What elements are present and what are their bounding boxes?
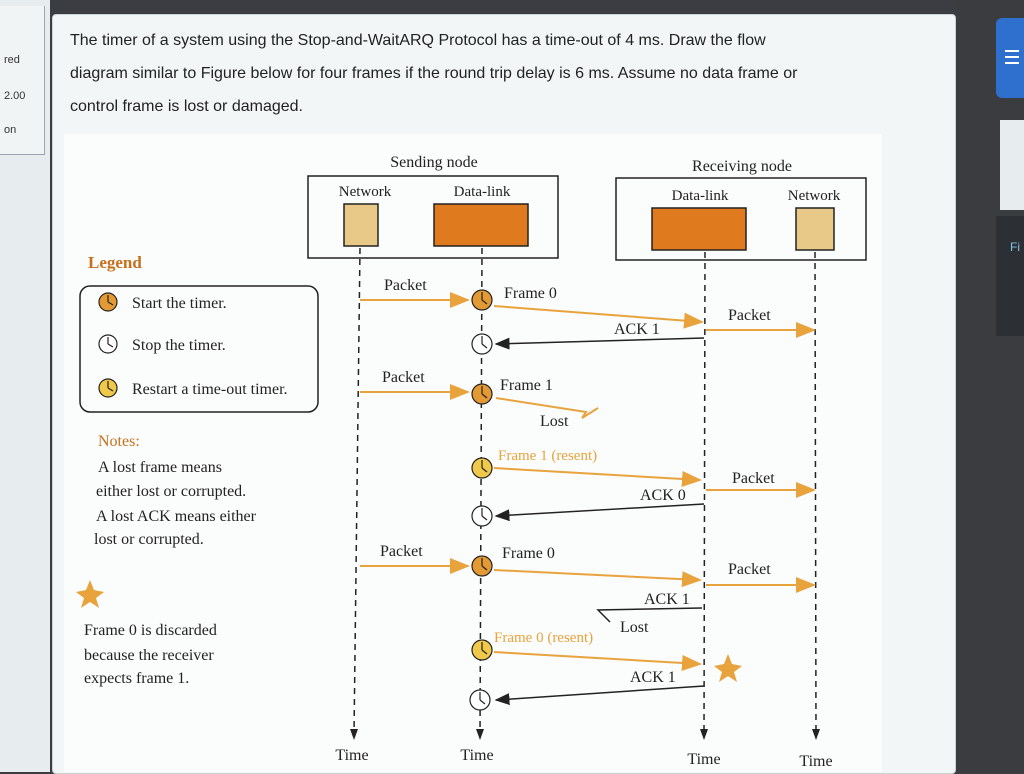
menu-icon-line xyxy=(1005,56,1019,58)
start-timer-icon xyxy=(472,556,492,576)
frame-label-3: Frame 1 (resent) xyxy=(498,448,598,464)
frame-arrow-1 xyxy=(494,306,702,322)
question-line-2: diagram similar to Figure below for four frames if the round trip delay is 6 ms. Assume no data frame or xyxy=(70,65,798,82)
sender-network-timeline xyxy=(354,248,360,734)
packet-label-2: Packet xyxy=(728,307,771,324)
sender-network-label: Network xyxy=(338,184,392,200)
restart-timer-icon xyxy=(472,640,492,660)
ack-arrow-1 xyxy=(496,338,704,344)
frame-arrow-3 xyxy=(494,468,700,480)
legend-restart-timer-icon xyxy=(99,379,117,397)
start-timer-icon xyxy=(472,384,492,404)
frame-label-2: Frame 1 xyxy=(500,377,553,394)
question-line-1: The timer of a system using the Stop-and-WaitARQ Protocol has a time-out of 4 ms. Draw the flow xyxy=(70,32,766,49)
discard-note-line-3: expects frame 1. xyxy=(84,670,190,687)
sender-datalink-label: Data-link xyxy=(453,184,511,200)
frame-arrow-5 xyxy=(494,652,700,664)
sender-datalink-timeline xyxy=(480,248,482,734)
left-panel-text-2: 2.00 xyxy=(4,90,26,102)
menu-icon xyxy=(1005,50,1019,52)
time-label-3: Time xyxy=(687,751,721,768)
menu-icon-line xyxy=(1005,62,1019,64)
receiver-datalink-layer xyxy=(652,208,746,250)
ack-label-1: ACK 1 xyxy=(614,321,660,338)
legend-stop-timer-icon xyxy=(99,335,117,353)
notes-line-1: A lost frame means xyxy=(98,459,222,476)
stop-timer-icon xyxy=(470,690,490,710)
lost-ack-arrow xyxy=(598,608,702,622)
menu-button[interactable] xyxy=(996,18,1024,98)
time-label-2: Time xyxy=(460,747,494,764)
timeline-arrow-1 xyxy=(350,729,358,740)
time-label-4: Time xyxy=(799,753,833,770)
sender-datalink-layer xyxy=(434,204,528,246)
flow-diagram-figure xyxy=(64,134,882,772)
lost-label-2: Lost xyxy=(620,619,649,636)
discard-note-line-1: Frame 0 is discarded xyxy=(84,622,217,639)
frame-arrow-4 xyxy=(494,570,700,580)
start-timer-icon xyxy=(472,290,492,310)
packet-label-5: Packet xyxy=(380,543,423,560)
receiver-network-layer xyxy=(796,208,834,250)
side-panel xyxy=(1000,120,1024,210)
ack-label-2: ACK 0 xyxy=(640,487,686,504)
receiving-node-label: Receiving node xyxy=(692,158,792,175)
left-panel-text-1: red xyxy=(4,54,20,66)
packet-label-6: Packet xyxy=(728,561,771,578)
sending-node-label: Sending node xyxy=(390,154,478,171)
frame-label-5: Frame 0 (resent) xyxy=(494,630,594,646)
ack-label-3: ACK 1 xyxy=(644,591,690,608)
legend-start-timer-icon xyxy=(99,293,117,311)
packet-label-1: Packet xyxy=(384,277,427,294)
timeline-arrow-4 xyxy=(812,729,820,740)
left-navigation-panel[interactable] xyxy=(0,6,45,155)
star-icon xyxy=(714,654,742,682)
legend-title: Legend xyxy=(88,253,142,272)
legend-item-stop: Stop the timer. xyxy=(132,337,226,354)
ack-arrow-2 xyxy=(496,504,704,516)
notes-line-2: either lost or corrupted. xyxy=(96,483,247,500)
notes-line-3: A lost ACK means either xyxy=(96,508,256,525)
packet-label-3: Packet xyxy=(382,369,425,386)
stop-timer-icon xyxy=(472,334,492,354)
ack-arrow-4 xyxy=(496,686,704,700)
receiver-datalink-label: Data-link xyxy=(671,188,729,204)
legend-item-restart: Restart a time-out timer. xyxy=(132,381,288,398)
packet-label-4: Packet xyxy=(732,470,775,487)
ack-label-4: ACK 1 xyxy=(630,669,676,686)
question-line-3: control frame is lost or damaged. xyxy=(70,98,303,115)
right-side-area xyxy=(956,0,1024,772)
timeline-arrow-2 xyxy=(476,729,484,740)
left-panel-text-3: on xyxy=(4,124,17,136)
frame-label-4: Frame 0 xyxy=(502,545,555,562)
receiver-datalink-timeline xyxy=(704,252,705,734)
discard-note-line-2: because the receiver xyxy=(84,647,214,664)
receiver-network-label: Network xyxy=(787,188,841,204)
timeline-arrow-3 xyxy=(700,729,708,740)
receiver-network-timeline xyxy=(815,252,816,734)
side-panel-dark xyxy=(996,216,1024,336)
notes-title: Notes: xyxy=(98,433,140,450)
legend-item-start: Start the timer. xyxy=(132,295,227,312)
frame-label-1: Frame 0 xyxy=(504,285,557,302)
stop-timer-icon xyxy=(472,506,492,526)
flow-diagram-svg xyxy=(64,134,882,772)
question-text xyxy=(70,24,920,123)
time-label-1: Time xyxy=(335,747,369,764)
sender-network-layer xyxy=(344,204,378,246)
lost-label-1: Lost xyxy=(540,413,569,430)
star-icon xyxy=(76,580,104,608)
restart-timer-icon xyxy=(472,458,492,478)
notes-line-4: lost or corrupted. xyxy=(94,531,204,548)
side-label: Fi xyxy=(1010,240,1020,254)
